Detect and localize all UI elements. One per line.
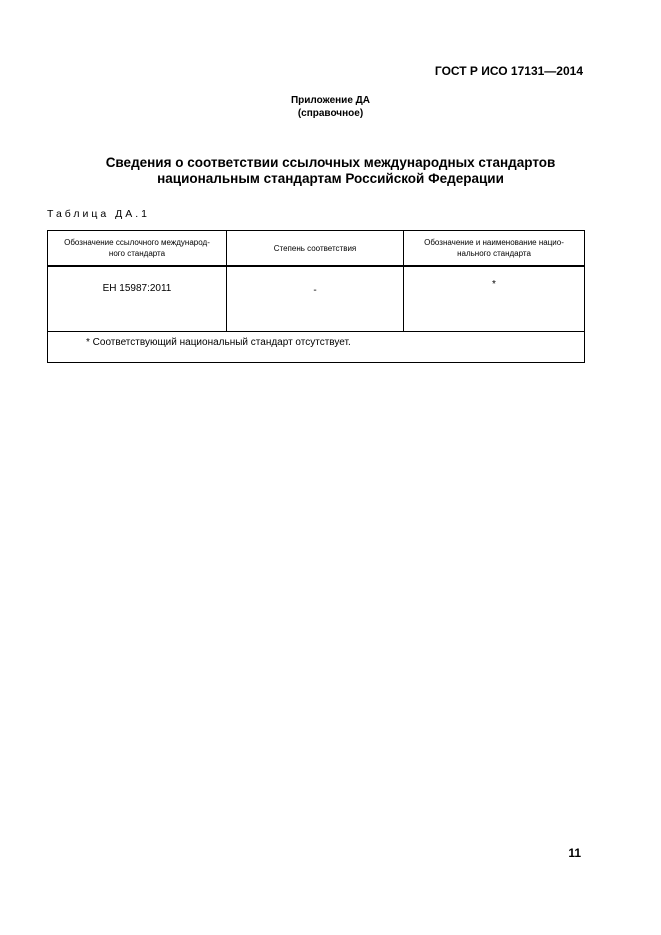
header-designation-line-1: Обозначение ссылочного международ- [64,238,210,247]
annex-subtitle: (справочное) [297,108,364,119]
page-title-line-2: национальным стандартам Российской Федерации [157,171,504,186]
header-degree [227,231,404,267]
page-number: 11 [568,846,581,860]
header-designation-line-2: ного стандарта [108,249,166,258]
header-degree-line-1: Степень соответствия [273,243,357,253]
header-national [404,231,585,267]
page-title-line-1: Сведения о соответствии ссылочных международных стандартов [105,155,556,170]
table-note: * Соответствующий национальный стандарт отсутствует. [48,332,585,363]
document-code: ГОСТ Р ИСО 17131—2014 [434,64,583,78]
correspondence-table [47,230,585,363]
table-header-row [48,231,585,267]
header-designation [48,231,227,267]
page-title [0,155,661,187]
cell-designation: ЕН 15987:2011 [48,266,227,332]
header-national-line-1: Обозначение и наименование нацио- [424,238,564,247]
table-note-row [48,332,585,363]
cell-national: * [404,266,585,332]
table-caption: Таблица ДА.1 [47,208,150,220]
annex-title: Приложение ДА [290,95,371,106]
table-row [48,266,585,332]
header-national-line-2: нального стандарта [457,249,531,258]
annex-heading [0,94,661,120]
cell-degree: - [227,266,404,332]
